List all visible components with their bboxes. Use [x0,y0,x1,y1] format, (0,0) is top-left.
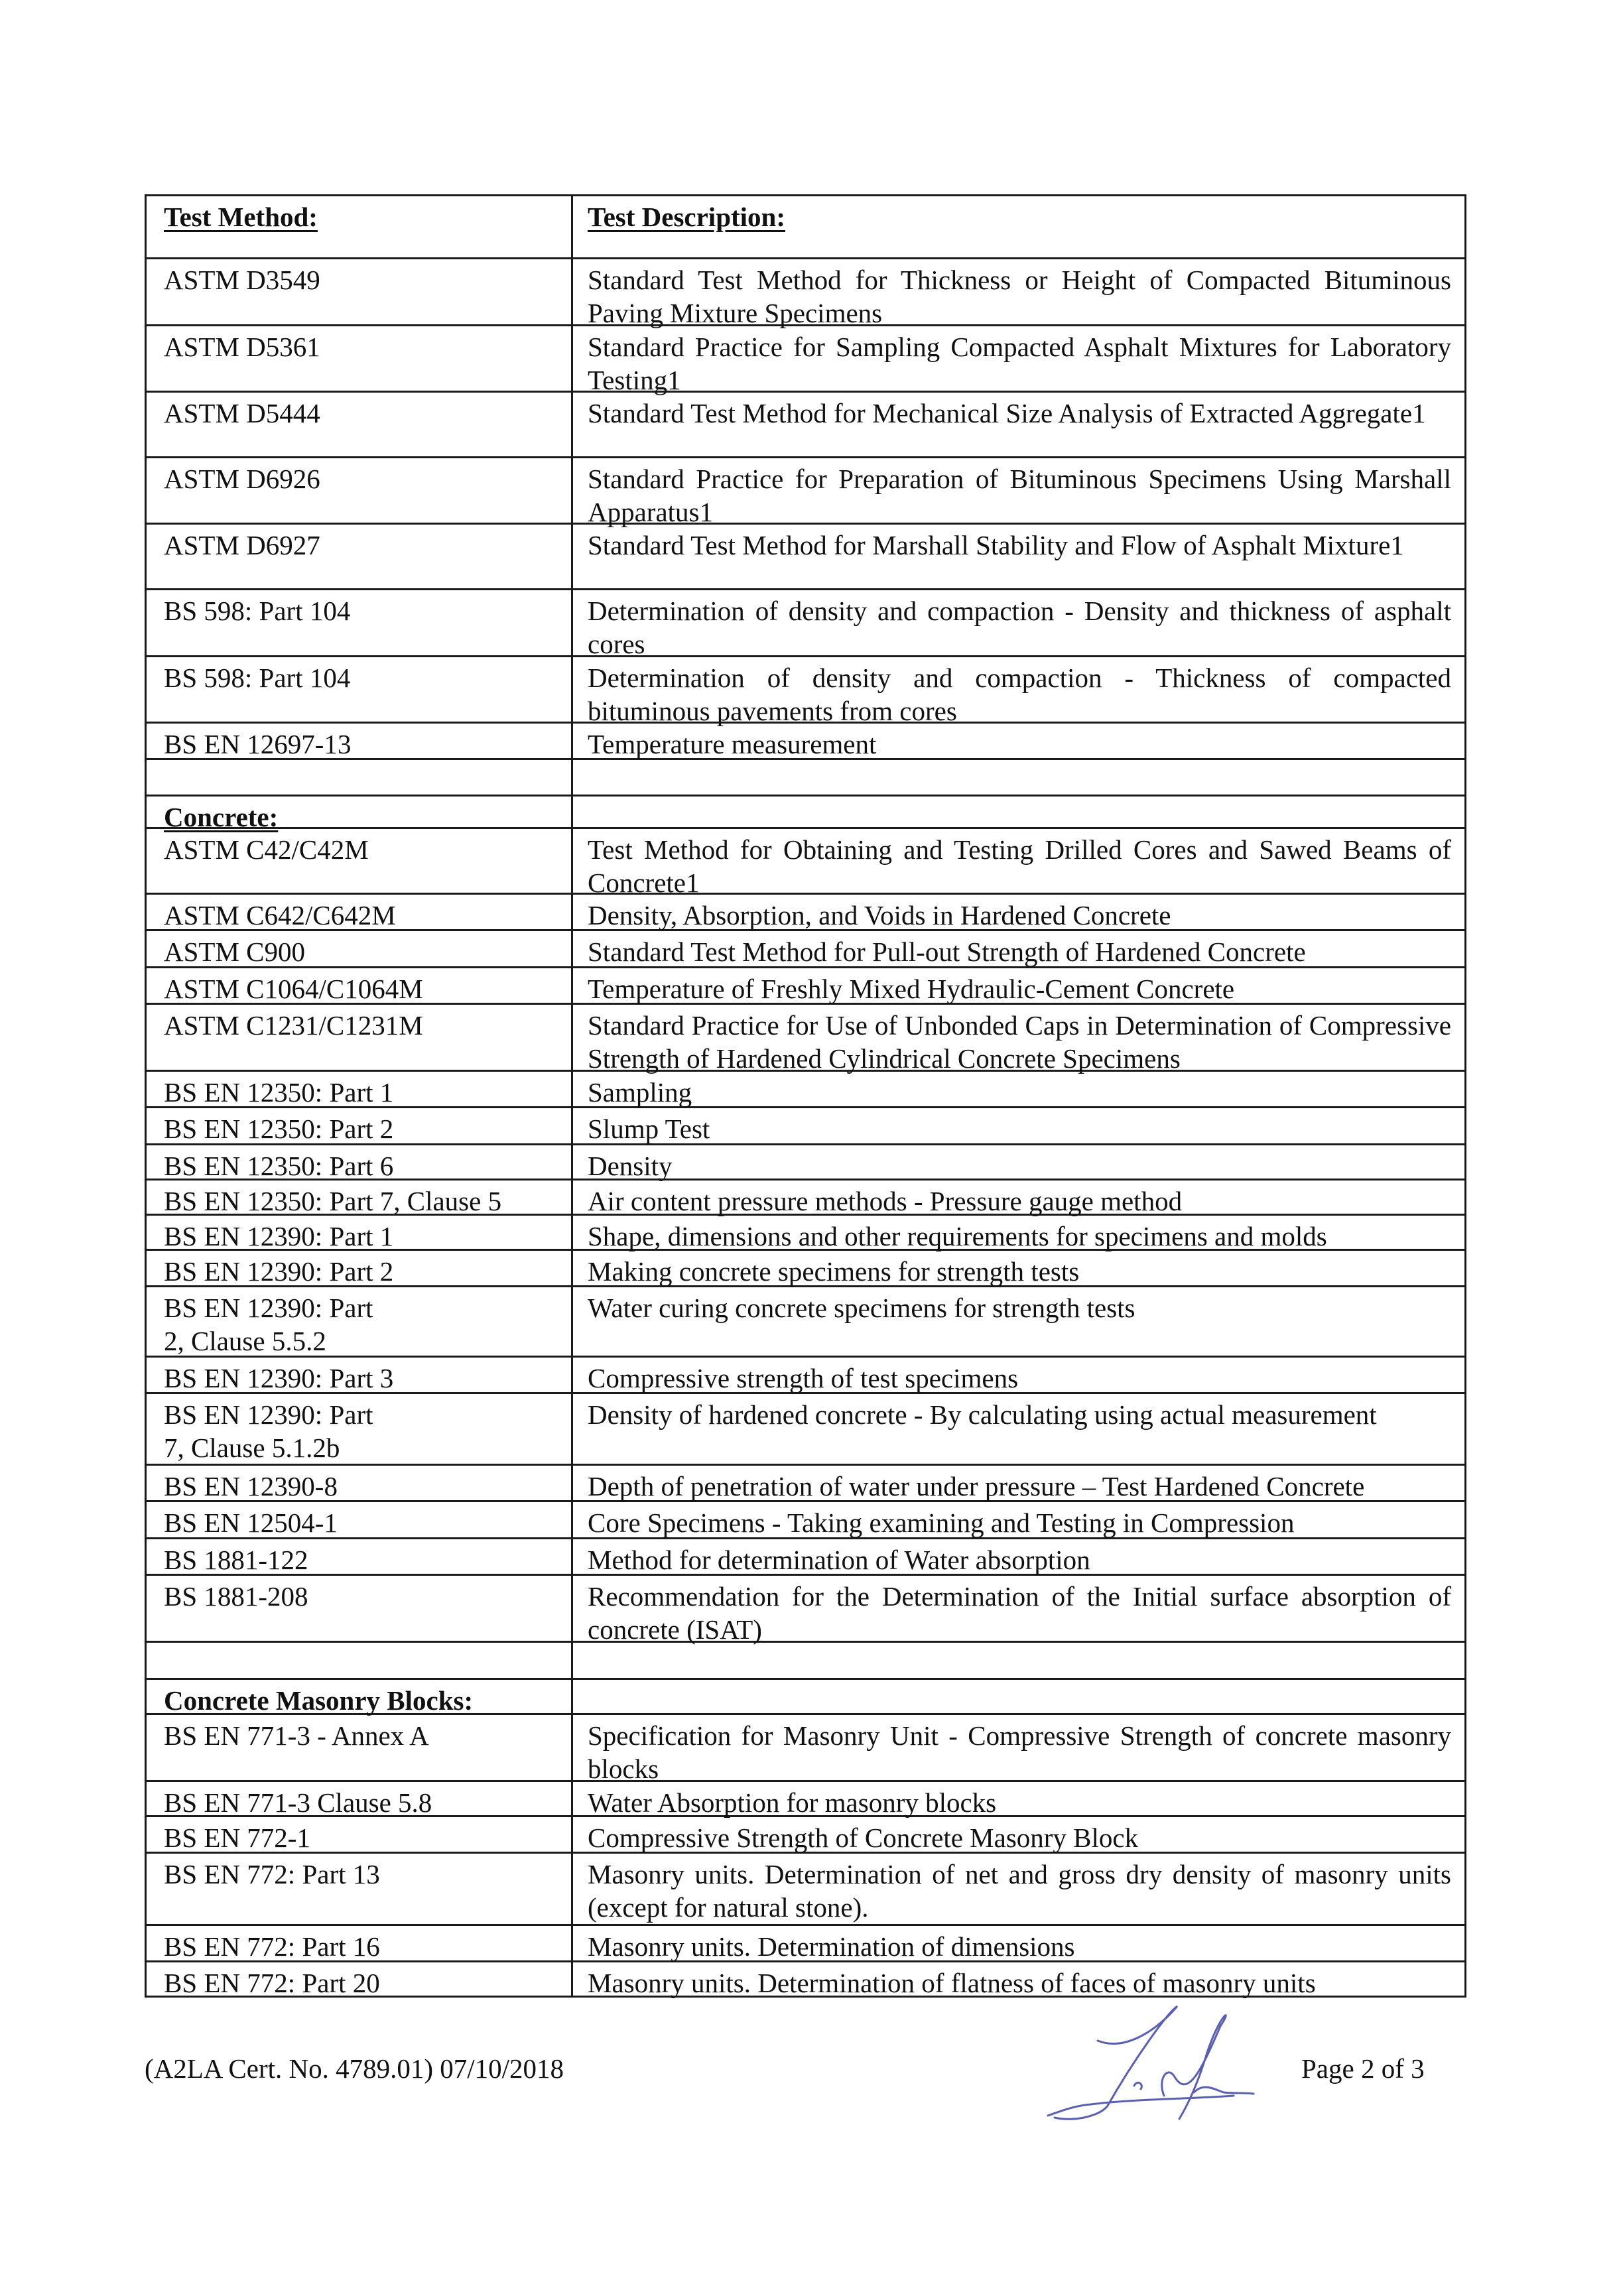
test-description: Density [588,1151,673,1181]
test-method: ASTM D3549 [164,265,320,295]
test-method-cell [147,1005,573,1070]
test-description: Slump Test [588,1114,710,1144]
test-method-cell [147,724,573,758]
test-method: BS EN 771-3 - Annex A [164,1720,429,1751]
test-method-cell [147,1466,573,1500]
test-description: Water Absorption for masonry blocks [588,1787,997,1818]
table-row [145,1005,1466,1072]
test-method-cell [147,797,573,832]
table-row [145,1817,1466,1854]
table-row [145,1180,1466,1216]
test-method: ASTM C900 [164,936,306,967]
test-description-cell [573,1466,1464,1500]
table-row [145,1072,1466,1108]
test-description-cell [573,1216,1464,1249]
test-method: BS EN 772: Part 16 [164,1931,380,1962]
test-description-cell [573,525,1464,588]
test-description: Temperature of Freshly Mixed Hydraulic-Cement Concrete [588,974,1235,1004]
test-description: Air content pressure methods - Pressure gauge method [588,1186,1183,1216]
test-method: BS EN 12350: Part 2 [164,1114,394,1144]
test-description-cell [573,1854,1464,1924]
test-description-cell [573,1715,1464,1784]
table-row [145,931,1466,968]
table-row [145,968,1466,1005]
test-description-cell [573,760,1464,795]
test-method-cell [147,1643,573,1678]
test-description-cell [573,797,1464,827]
test-description: Compressive Strength of Concrete Masonry Block [588,1822,1139,1853]
table-row [145,525,1466,590]
signature [1035,2000,1287,2126]
test-method: BS EN 12504-1 [164,1507,338,1538]
test-description-cell [573,1358,1464,1392]
test-method: ASTM C642/C642M [164,900,396,930]
table-row [145,590,1466,657]
table-row [145,1466,1466,1502]
test-description: Density of hardened concrete - By calculating using actual measurement [588,1399,1377,1430]
test-description-cell [573,1145,1464,1179]
test-method: BS EN 12697-13 [164,729,352,759]
header-test-method: Test Method: [164,202,318,232]
table-row [145,1962,1466,1998]
test-method: BS EN 12390: Part 1 [164,1221,394,1251]
table-row [145,1502,1466,1539]
test-description: Standard Practice for Use of Unbonded Caps in Determination of Compressive Strength of Hardened Cylindrical Concrete Specimens [588,1010,1451,1074]
test-description: Water curing concrete specimens for strength tests [588,1293,1135,1323]
test-method-cell [147,931,573,966]
test-description-cell [573,1072,1464,1106]
test-description: Shape, dimensions and other requirements for specimens and molds [588,1221,1327,1251]
test-method: BS EN 12390: Part 2, Clause 5.5.2 [164,1293,373,1356]
table-row [145,829,1466,898]
table-row [145,458,1466,525]
test-method: BS 598: Part 104 [164,663,351,693]
table-row [145,1145,1466,1180]
test-method-cell [147,968,573,1003]
test-description-cell [573,259,1464,328]
test-method: ASTM D5444 [164,398,320,428]
table-row [145,1251,1466,1287]
table-header-row [145,194,1466,259]
test-method-cell [147,1251,573,1285]
test-method-cell [147,1287,573,1356]
test-description: Masonry units. Determination of dimensions [588,1931,1075,1962]
test-method-cell [147,1962,573,1996]
table-row [145,1539,1466,1576]
test-method-cell [147,1216,573,1249]
test-description: Standard Test Method for Mechanical Size Analysis of Extracted Aggregate1 [588,398,1426,428]
test-description: Core Specimens - Taking examining and Testing in Compression [588,1507,1295,1538]
test-description: Depth of penetration of water under pressure – Test Hardened Concrete [588,1471,1365,1501]
test-description: Making concrete specimens for strength tests [588,1256,1080,1287]
section-header-row [145,1680,1466,1715]
test-method-cell [147,1108,573,1143]
test-method: ASTM C1231/C1231M [164,1010,423,1041]
test-description: Standard Practice for Preparation of Bituminous Specimens Using Marshall Apparatus1 [588,464,1451,527]
test-description: Density, Absorption, and Voids in Hardened Concrete [588,900,1171,930]
test-description-cell [573,1539,1464,1574]
test-description: Masonry units. Determination of flatness of faces of masonry units [588,1968,1316,1998]
header-test-description: Test Description: [588,202,785,232]
test-description: Standard Test Method for Thickness or Height of Compacted Bituminous Paving Mixture Specimens [588,265,1451,328]
test-method-cell [147,1715,573,1780]
test-method-cell [147,1576,573,1641]
header-cell-method [147,196,573,257]
test-description-cell [573,931,1464,966]
test-method-cell [147,1394,573,1464]
test-description: Recommendation for the Determination of the Initial surface absorption of concrete (ISAT) [588,1581,1451,1645]
test-description-cell [573,1576,1464,1645]
test-method-cell [147,1502,573,1537]
test-method: BS 598: Part 104 [164,596,351,626]
test-method: BS 1881-122 [164,1545,308,1575]
test-description: Determination of density and compaction - Density and thickness of asphalt cores [588,596,1451,659]
test-description: Standard Test Method for Pull-out Strength of Hardened Concrete [588,936,1306,967]
table-row [145,895,1466,931]
signature-stroke [1048,2006,1254,2119]
section-header-row [145,797,1466,832]
test-method-cell [147,326,573,391]
test-method-cell [147,1926,573,1960]
certificate-number-date: (A2LA Cert. No. 4789.01) 07/10/2018 [145,2053,564,2084]
test-description: Standard Test Method for Marshall Stability and Flow of Asphalt Mixture1 [588,530,1404,560]
test-description-cell [573,590,1464,659]
test-description-cell [573,1782,1464,1818]
test-description: Compressive strength of test specimens [588,1363,1019,1393]
test-method-cell [147,829,573,893]
test-description-cell [573,724,1464,758]
test-method-cell [147,895,573,929]
test-description-cell [573,1817,1464,1852]
test-method: BS EN 12350: Part 7, Clause 5 [164,1186,502,1216]
test-method-cell [147,760,573,795]
test-description-cell [573,829,1464,898]
test-description-cell [573,458,1464,527]
table-row [145,1216,1466,1251]
table-row [145,1715,1466,1782]
test-description: Sampling [588,1077,692,1108]
test-description: Specification for Masonry Unit - Compressive Strength of concrete masonry blocks [588,1720,1451,1784]
table-row [145,326,1466,393]
table-row [145,657,1466,724]
test-method: BS EN 12390: Part 7, Clause 5.1.2b [164,1399,373,1463]
test-method: ASTM D5361 [164,332,320,362]
test-description-cell [573,1962,1464,1996]
test-description-cell [573,1180,1464,1214]
blank-row [145,1643,1466,1680]
test-method: BS EN 12390: Part 3 [164,1363,394,1393]
test-description: Determination of density and compaction - Thickness of compacted bituminous pavements from cores [588,663,1451,726]
table-row [145,393,1466,458]
test-description-cell [573,1108,1464,1143]
table-row [145,1854,1466,1926]
test-description-cell [573,326,1464,395]
test-method: BS EN 12390-8 [164,1471,338,1501]
test-method: BS EN 772: Part 20 [164,1968,380,1998]
test-description-cell [573,968,1464,1003]
test-method: ASTM D6927 [164,530,320,560]
test-method: BS 1881-208 [164,1581,308,1612]
header-cell-description [573,196,1464,257]
table-row [145,1358,1466,1394]
test-method: ASTM D6926 [164,464,320,494]
test-method-cell [147,657,573,722]
test-method-cell [147,1782,573,1818]
test-method: BS EN 12350: Part 6 [164,1151,394,1181]
test-method: BS EN 771-3 Clause 5.8 [164,1787,432,1818]
table-row [145,1576,1466,1643]
table-row [145,1782,1466,1817]
test-method: BS EN 12390: Part 2 [164,1256,394,1287]
section-title: Concrete: [164,802,279,832]
test-description: Test Method for Obtaining and Testing Drilled Cores and Sawed Beams of Concrete1 [588,834,1451,898]
test-description-cell [573,1680,1464,1713]
test-method-cell [147,458,573,523]
test-description-cell [573,1005,1464,1074]
test-method-cell [147,1539,573,1574]
test-description: Standard Practice for Sampling Compacted Asphalt Mixtures for Laboratory Testing1 [588,332,1451,395]
blank-row [145,760,1466,797]
test-method-cell [147,1358,573,1392]
test-method-cell [147,1817,573,1852]
test-description-cell [573,1926,1464,1960]
test-method-cell [147,1180,573,1214]
table-row [145,1926,1466,1962]
test-method-cell [147,1854,573,1924]
test-description-cell [573,1394,1464,1464]
test-method-cell [147,393,573,456]
table-row [145,259,1466,326]
test-description-cell [573,1502,1464,1537]
test-description: Temperature measurement [588,729,877,759]
test-method-cell [147,1680,573,1716]
test-method: ASTM C1064/C1064M [164,974,423,1004]
test-description-cell [573,1287,1464,1356]
table-row [145,724,1466,760]
test-method-cell [147,525,573,588]
test-method: BS EN 772-1 [164,1822,310,1853]
table-row [145,1394,1466,1466]
test-method: BS EN 12350: Part 1 [164,1077,394,1108]
test-method-cell [147,259,573,324]
test-description-cell [573,895,1464,929]
page-number: Page 2 of 3 [1301,2053,1425,2084]
test-description-cell [573,657,1464,726]
test-method-cell [147,1145,573,1179]
test-description-cell [573,1643,1464,1678]
test-description: Masonry units. Determination of net and gross dry density of masonry units (except for natural stone). [588,1859,1451,1923]
test-method-cell [147,590,573,655]
test-method: ASTM C42/C42M [164,834,369,865]
test-description-cell [573,1251,1464,1285]
test-description-cell [573,393,1464,456]
test-method: BS EN 772: Part 13 [164,1859,380,1889]
test-method-cell [147,1072,573,1106]
section-title: Concrete Masonry Blocks: [164,1685,474,1716]
test-description: Method for determination of Water absorption [588,1545,1090,1575]
table-row [145,1287,1466,1358]
table-row [145,1108,1466,1145]
